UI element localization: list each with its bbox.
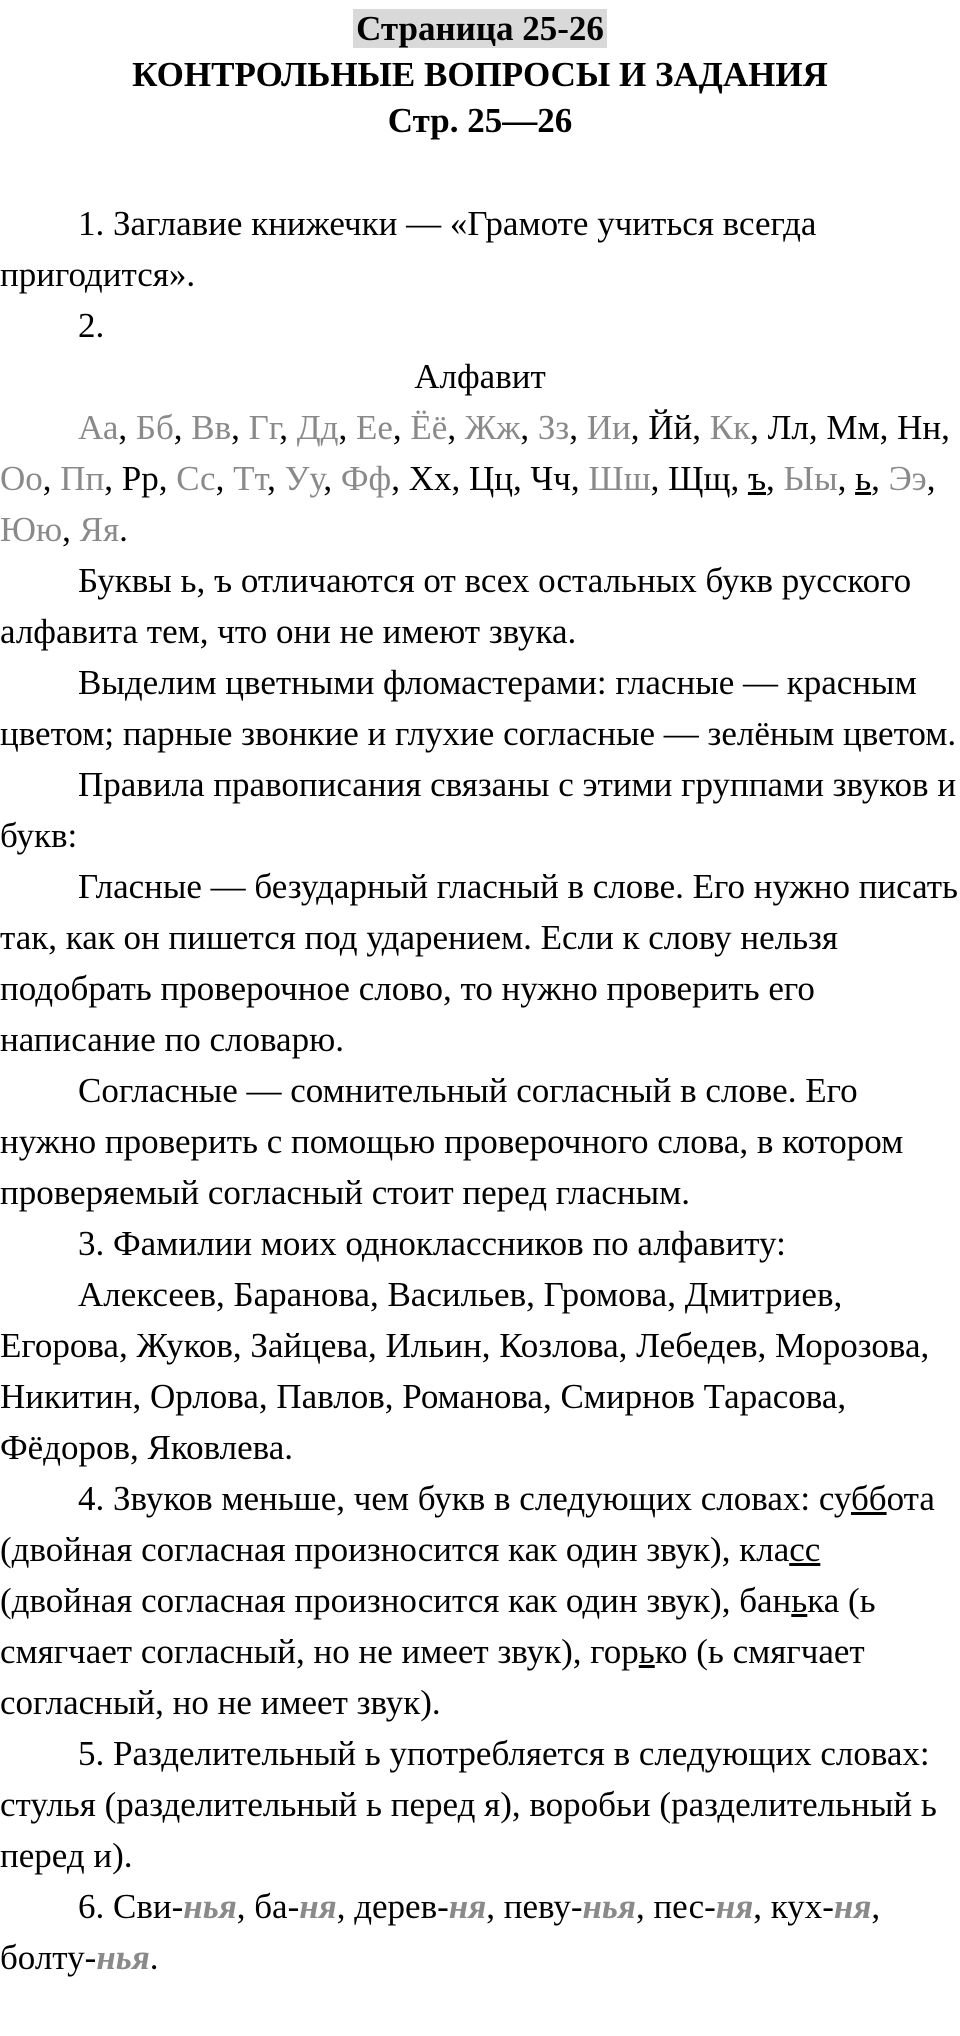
alphabet-letter: Хх bbox=[408, 459, 452, 498]
alphabet-letter: Ёё bbox=[410, 408, 448, 447]
alphabet-letter: Ээ bbox=[888, 459, 927, 498]
alphabet-letter: Бб bbox=[135, 408, 174, 447]
underlined-letters: ь bbox=[638, 1632, 655, 1671]
paragraph-colors: Выделим цветными фломастерами: гласные — красным цветом; парные звонкие и глухие согласные — зелёным цветом. bbox=[0, 663, 957, 753]
alphabet-letter: Йй bbox=[648, 408, 693, 447]
alphabet-letter: Мм bbox=[826, 408, 880, 447]
alphabet-letter: Ее bbox=[355, 408, 393, 447]
header bbox=[0, 6, 960, 144]
paragraph-vowels: Гласные — безударный гласный в слове. Его нужно писать так, как он пишется под ударением. Если к слову нельзя подобрать проверочное слово, то нужно проверить его написание по словарю. bbox=[0, 867, 959, 1059]
alphabet-letter: Щщ bbox=[668, 459, 731, 498]
item-4: 4. Звуков меньше, чем букв в следующих словах: суббота (двойная согласная произносится как один звук), класс (двойная согласная произносится как один звук), банька (ь смягчает согласный, но не имеет звук), горько (ь смягчает согласный, но не имеет звук). bbox=[0, 1479, 935, 1722]
item-3: 3. Фамилии моих одноклассников по алфавиту: bbox=[78, 1224, 786, 1263]
alphabet-letter: Уу bbox=[284, 459, 324, 498]
highlighted-ending: ня bbox=[448, 1887, 487, 1926]
highlighted-ending: ня bbox=[299, 1887, 337, 1926]
alphabet-letter: Вв bbox=[191, 408, 232, 447]
alphabet-letter: Пп bbox=[60, 459, 105, 498]
page-label: Страница 25-26 bbox=[353, 9, 607, 48]
highlighted-ending: нья bbox=[582, 1887, 636, 1926]
item-2: 2. bbox=[78, 306, 105, 345]
alphabet-letter: Лл bbox=[767, 408, 809, 447]
alphabet-letter: Ии bbox=[586, 408, 631, 447]
underlined-letters: сс bbox=[789, 1530, 821, 1569]
alphabet-letter: Гг bbox=[248, 408, 280, 447]
alphabet-title: Алфавит bbox=[414, 357, 546, 396]
paragraph-rules: Правила правописания связаны с этими группами звуков и букв: bbox=[0, 765, 957, 855]
alphabet-letter: ь bbox=[855, 459, 872, 498]
alphabet-letter: Фф bbox=[340, 459, 392, 498]
alphabet-letter: Жж bbox=[464, 408, 521, 447]
alphabet-letter: Цц bbox=[469, 459, 514, 498]
alphabet-letter: Шш bbox=[588, 459, 651, 498]
underlined-letters: ь bbox=[791, 1581, 808, 1620]
item-6: 6. Сви-нья, ба-ня, дерев-ня, певу-нья, пес-ня, кух-ня, болту-нья. bbox=[0, 1887, 881, 1977]
highlighted-ending: нья bbox=[96, 1938, 150, 1977]
alphabet-letter: Рр bbox=[121, 459, 159, 498]
alphabet-letter: Оо bbox=[0, 459, 43, 498]
paragraph-signs: Буквы ь, ъ отличаются от всех остальных букв русского алфавита тем, что они не имеют звука. bbox=[0, 561, 912, 651]
alphabet-letter: Тт bbox=[233, 459, 268, 498]
alphabet-letter: ъ bbox=[747, 459, 767, 498]
highlighted-ending: ня bbox=[833, 1887, 872, 1926]
section-title: КОНТРОЛЬНЫЕ ВОПРОСЫ И ЗАДАНИЯ bbox=[132, 55, 828, 94]
highlighted-ending: нья bbox=[183, 1887, 237, 1926]
alphabet-letter: Дд bbox=[296, 408, 339, 447]
alphabet-letter: Аа bbox=[78, 408, 119, 447]
item-5: 5. Разделительный ь употребляется в следующих словах: стулья (разделительный ь перед я), воробьи (разделительный ь перед и). bbox=[0, 1734, 937, 1875]
alphabet-letter: Чч bbox=[530, 459, 571, 498]
surnames-list: Алексеев, Баранова, Васильев, Громова, Дмитриев, Егорова, Жуков, Зайцева, Ильин, Козлова, Лебедев, Морозова, Никитин, Орлова, Павлов, Романова, Смирнов Тарасова, Фёдоров, Яковлева. bbox=[0, 1275, 930, 1467]
item-1: 1. Заглавие книжечки — «Грамоте учиться всегда пригодится». bbox=[0, 204, 817, 294]
alphabet-letter: Сс bbox=[176, 459, 216, 498]
paragraph-consonants: Согласные — сомнительный согласный в слове. Его нужно проверить с помощью проверочного слова, в котором проверяемый согласный стоит перед гласным. bbox=[0, 1071, 904, 1212]
alphabet-letter: Яя bbox=[79, 510, 120, 549]
alphabet-letter: Зз bbox=[537, 408, 570, 447]
highlighted-ending: ня bbox=[715, 1887, 754, 1926]
alphabet-letter: Кк bbox=[709, 408, 751, 447]
alphabet-list: Аа, Бб, Вв, Гг, Дд, Ее, Ёё, Жж, Зз, Ии, Йй, Кк, Лл, Мм, Нн, Оо, Пп, Рр, Сс, Тт, Уу, Фф, Хх, Цц, Чч, Шш, Щщ, ъ, Ыы, ь, Ээ, Юю, Яя. bbox=[0, 408, 950, 549]
item-4-intro: 4. Звуков меньше, чем букв в следующих словах: bbox=[78, 1479, 811, 1518]
underlined-letters: бб bbox=[850, 1479, 887, 1518]
alphabet-letter: Ыы bbox=[783, 459, 838, 498]
alphabet-letter: Юю bbox=[0, 510, 63, 549]
alphabet-letter: Нн bbox=[897, 408, 942, 447]
page-range: Стр. 25—26 bbox=[387, 101, 573, 140]
